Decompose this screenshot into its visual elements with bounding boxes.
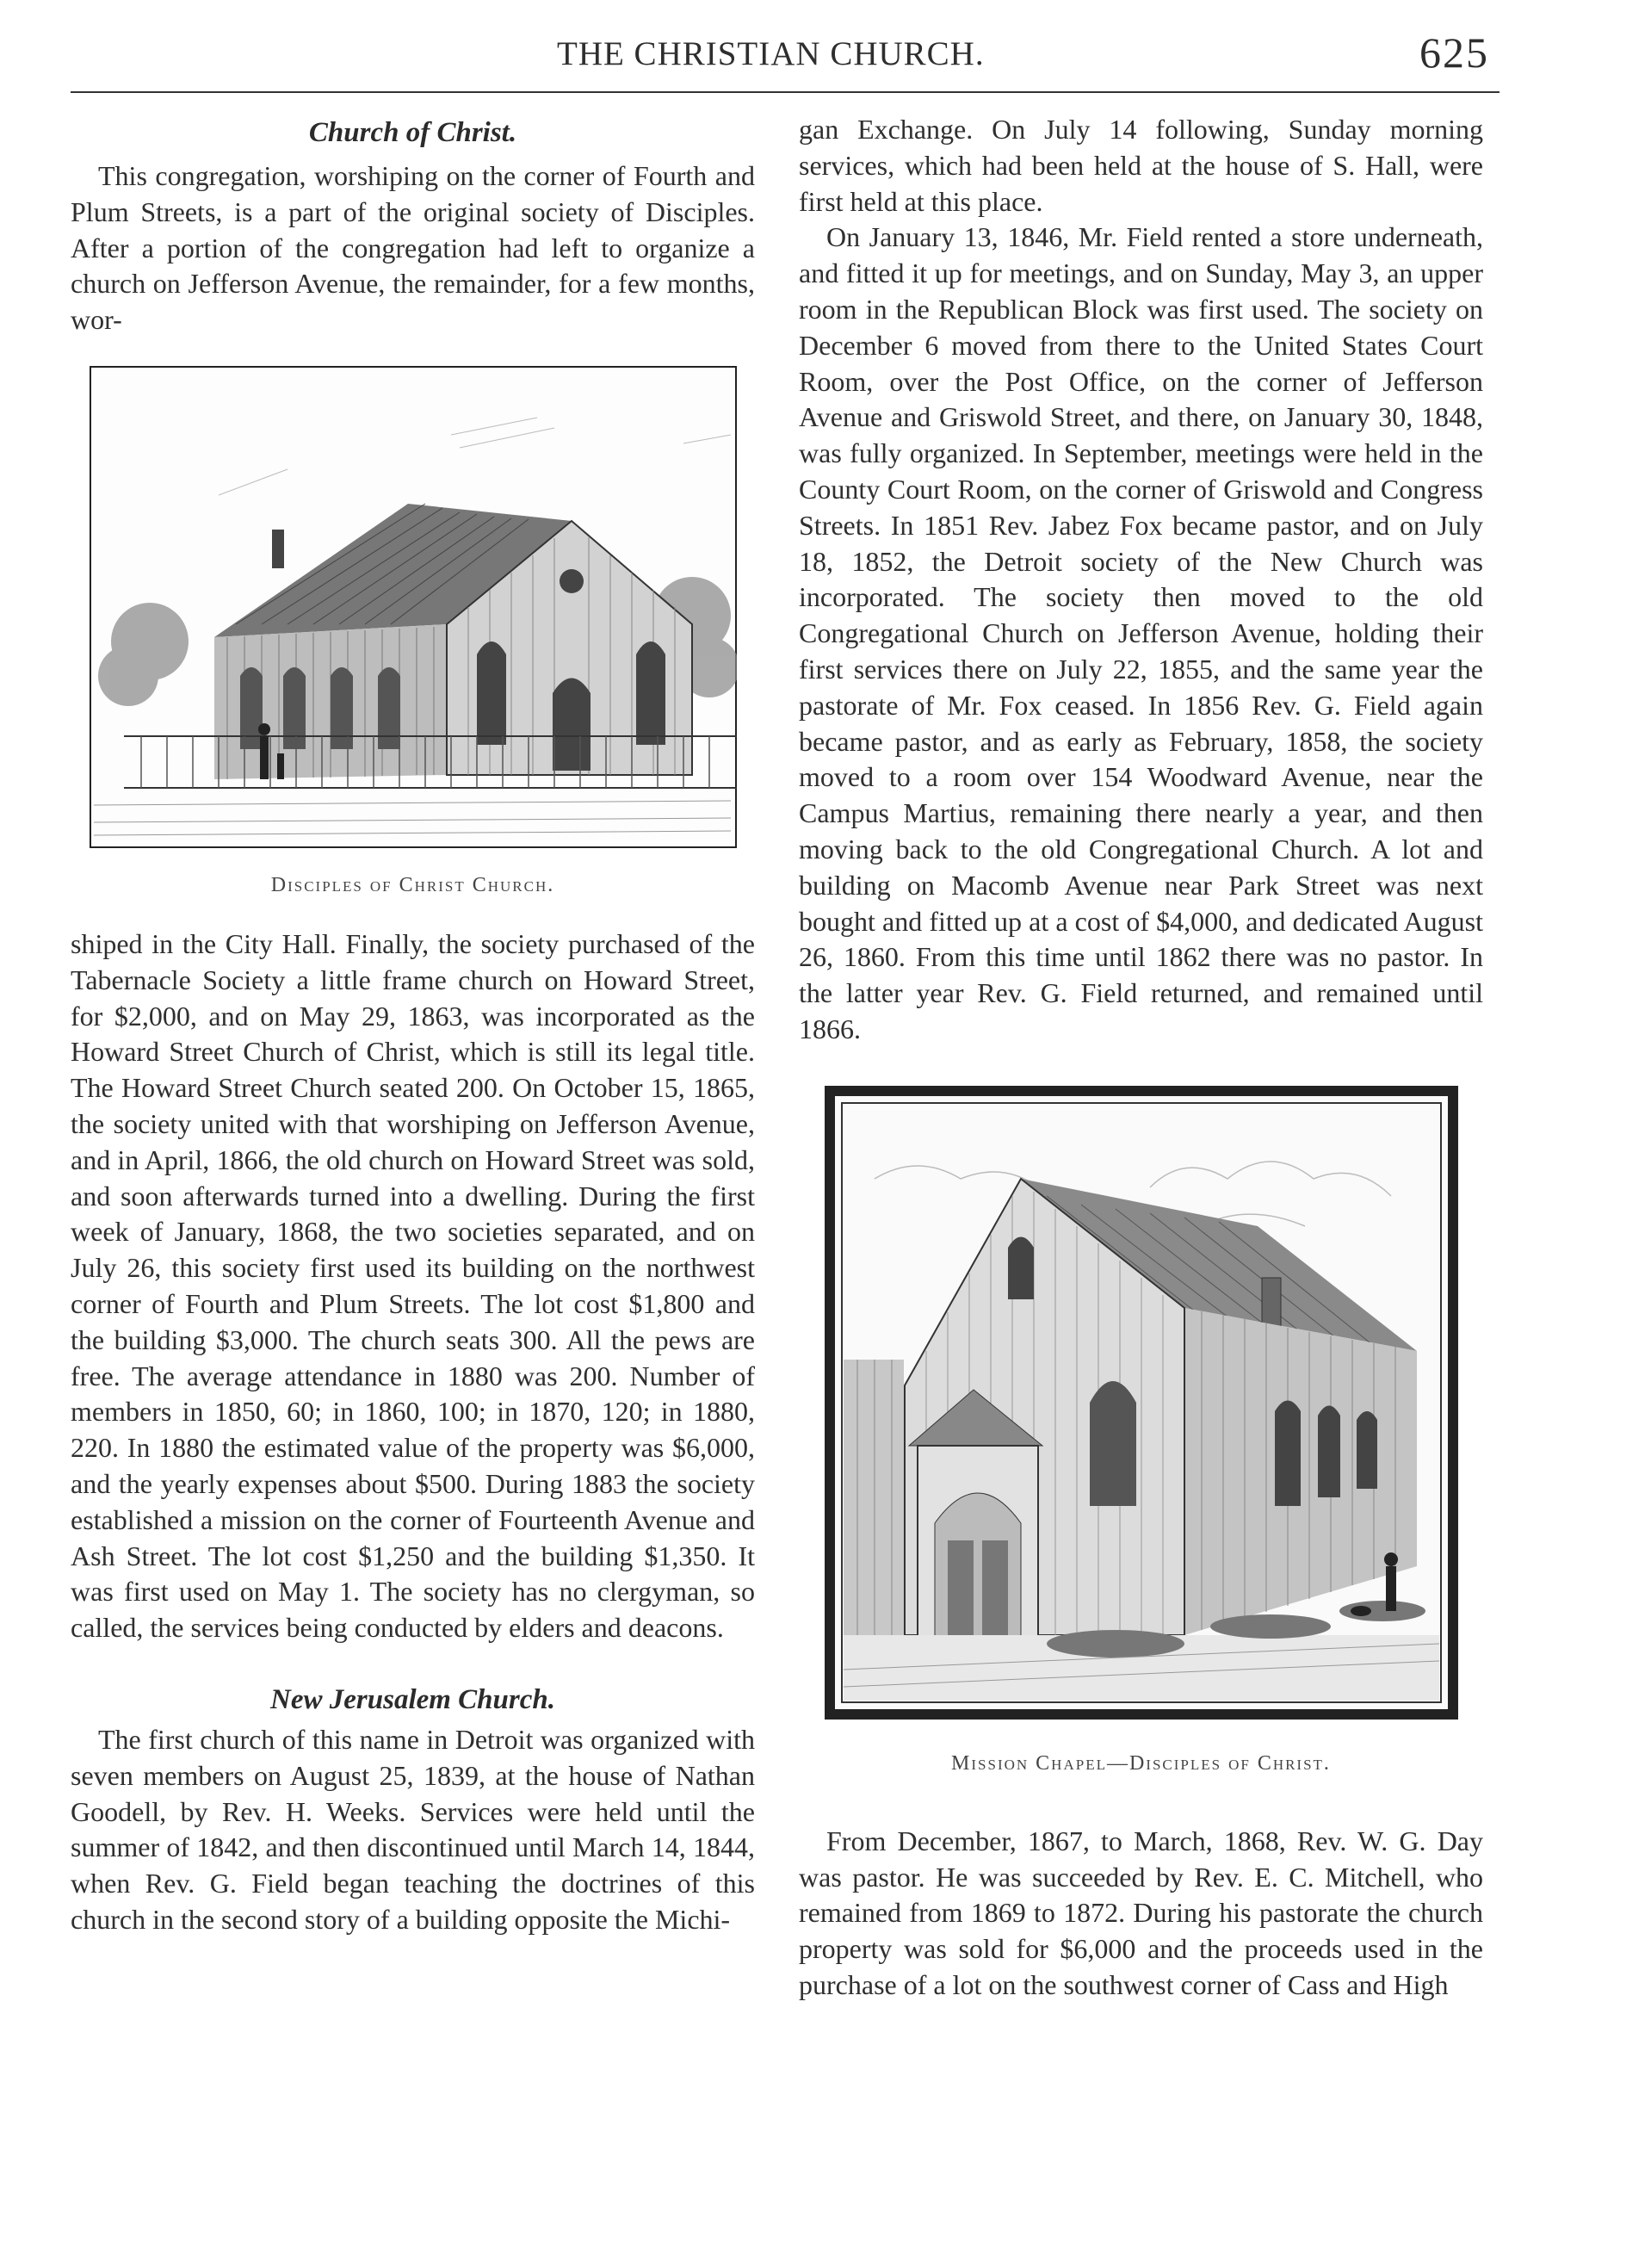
header-rule bbox=[71, 91, 1500, 93]
paragraph: On January 13, 1846, Mr. Field rented a store underneath, and fitted it up for meetings, and on Sunday, May 3, an upper room in the Republican Block was first used. The society on December 6 moved from there to the United States Court Room, over the Post Office, on the corner of Jefferson Avenue and Griswold Street, and there, on January 30, 1848, was fully organized. In September, meetings were held in the County Court Room, on the corner of Griswold and Congress Streets. In 1851 Rev. Jabez Fox became pastor, and on July 18, 1852, the Detroit society of the New Church was incorporated. The society then moved to the old Congregational Church on Jefferson Avenue, holding their first services there on July 22, 1855, and the same year the pastorate of Mr. Fox ceased. In 1856 Rev. G. Field again became pastor, and as early as February, 1858, the society moved to a room over 154 Woodward Avenue, near the Campus Martius, remaining there nearly a year, and then moving back to the old Congregational Church. A lot and building on Macomb Avenue near Park Street was next bought and fitted up at a cost of $4,000, and dedicated August 26, 1860. From this time until 1862 there was no pastor. In the latter year Rev. G. Field returned, and remained until 1866. bbox=[799, 221, 1483, 1044]
section-title-new-jerusalem-church: New Jerusalem Church. bbox=[270, 1683, 555, 1715]
figure-caption: Mission Chapel—Disciples of Christ. bbox=[951, 1751, 1331, 1775]
paragraph: shiped in the City Hall. Finally, the society purchased of the Tabernacle Society a little frame church on Howard Street, for $2,000, and on May 29, 1863, was incorporated as the Howard Street Church of Christ, which is still its legal title. The Howard Street Church seated 200. On October 15, 1865, the society united with that worshiping on Jefferson Avenue, and in April, 1866, the old church on Howard Street was sold, and soon afterwards turned into a dwelling. During the first week of January, 1868, the two societies separated, and on July 26, this society first used its building on the northwest corner of Fourth and Plum Streets. The lot cost $1,800 and the building $3,000. The church seats 300. All the pews are free. The average attendance in 1880 was 200. Number of members in 1850, 60; in 1860, 100; in 1870, 120; in 1880, 220. In 1880 the estimated value of the property was $6,000, and the yearly expenses about $500. During 1883 the society established a mission on the corner of Fourteenth Avenue and Ash Street. The lot cost $1,250 and the building $1,350. It was first used on May 1. The society has no clergyman, so called, the services being conducted by elders and deacons. bbox=[71, 927, 755, 1644]
section-title-church-of-christ: Church of Christ. bbox=[308, 117, 517, 148]
right-column bbox=[799, 112, 1483, 2239]
illustration-disciples-of-christ-church bbox=[90, 366, 737, 848]
page-header bbox=[71, 24, 1500, 93]
paragraph: From December, 1867, to March, 1868, Rev. W. G. Day was pastor. He was succeeded by Rev. E. C. Mitchell, who remained from 1869 to 1872. During his pastorate the church property was sold for $6,000 and the proceeds used in the purchase of a lot on the southwest corner of Cass and High bbox=[799, 1825, 1483, 2000]
illustration-mission-chapel bbox=[823, 1084, 1460, 1721]
paragraph: This congregation, worshiping on the corner of Fourth and Plum Streets, is a part of the original society of Disciples. After a portion of the congregation had left to organize a church on Jefferson Avenue, the remainder, for a few months, wor- bbox=[71, 160, 755, 336]
figure-caption: Disciples of Christ Church. bbox=[270, 873, 555, 896]
page-number: 625 bbox=[1419, 28, 1489, 77]
paragraph: gan Exchange. On July 14 following, Sunday morning services, which had been held at the house of S. Hall, were first held at this place. bbox=[799, 114, 1483, 217]
paragraph: The first church of this name in Detroit was organized with seven members on August 25, 1839, at the house of Nathan Goodell, by Rev. H. Weeks. Services were held until the summer of 1842, and then discontinued until March 14, 1844, when Rev. G. Field began teaching the doctrines of this church in the second story of a building opposite the Michi- bbox=[71, 1723, 755, 1935]
left-column bbox=[71, 112, 755, 2239]
running-head: THE CHRISTIAN CHURCH. bbox=[557, 35, 985, 72]
